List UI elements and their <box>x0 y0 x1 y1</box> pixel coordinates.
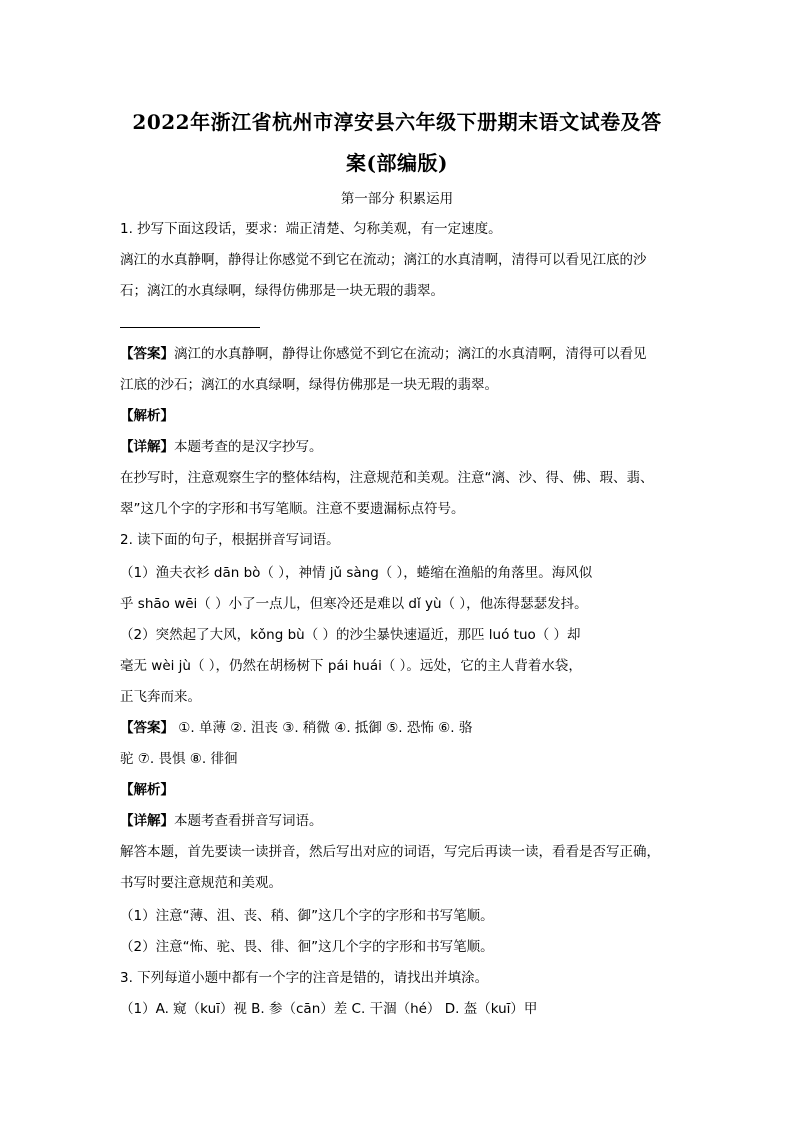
q1-detail-line <box>120 435 323 455</box>
q1-text-line-1: 漓江的水真静啊，静得让你感觉不到它在流动；漓江的水真清啊，清得可以看见江底的沙 <box>120 252 647 268</box>
q1-answer-line-1 <box>120 342 647 362</box>
q2-detail-text: 本题考查看拼音写词语。 <box>174 813 323 829</box>
document-title-line-1: 2022年浙江省杭州市淳安县六年级下册期末语文试卷及答 <box>132 110 662 134</box>
q2-para1-line-2: 乎 shāo wēi（ ）小了一点儿，但寒冷还是难以 dǐ yù（ ），他冻得瑟瑟发抖。 <box>120 596 588 612</box>
section-heading: 第一部分 积累运用 <box>340 191 454 207</box>
q1-answer-text-1: 漓江的水真静啊，静得让你感觉不到它在流动；漓江的水真清啊，清得可以看见 <box>174 346 647 362</box>
q2-answer-text-1: ①. 单薄 ②. 沮丧 ③. 稍微 ④. 抵御 ⑤. 恐怖 ⑥. 骆 <box>174 720 473 736</box>
q2-prompt: 2. 读下面的句子，根据拼音写词语。 <box>120 532 340 548</box>
q3-prompt: 3. 下列每道小题中都有一个字的注音是错的，请找出并填涂。 <box>120 970 489 986</box>
q1-analysis-tag: 【解析】 <box>120 408 174 424</box>
q1-answer-line-2: 江底的沙石；漓江的水真绿啊，绿得仿佛那是一块无瑕的翡翠。 <box>120 377 498 393</box>
q2-note-line-4: （2）注意“怖、驼、畏、徘、徊”这几个字的字形和书写笔顺。 <box>120 939 494 955</box>
q1-prompt: 1. 抄写下面这段话，要求：端正清楚、匀称美观，有一定速度。 <box>120 221 502 237</box>
q2-note-line-1: 解答本题，首先要读一读拼音，然后写出对应的词语，写完后再读一读，看看是否写正确， <box>120 844 660 860</box>
q2-note-line-3: （1）注意“薄、沮、丧、稍、御”这几个字的字形和书写笔顺。 <box>120 908 494 924</box>
q2-para2-line-1: （2）突然起了大风，kǒng bù（ ）的沙尘暴快速逼近，那匹 luó tuo（ ）却 <box>120 627 581 643</box>
document-title-line-2: 案(部编版) <box>346 151 448 175</box>
q2-answer-tag: 【答案】 <box>120 720 174 736</box>
q1-text-line-2: 石；漓江的水真绿啊，绿得仿佛那是一块无瑕的翡翠。 <box>120 283 444 299</box>
q2-detail-tag: 【详解】 <box>120 813 174 829</box>
q1-detail-tag: 【详解】 <box>120 439 174 455</box>
q1-note-line-2: 翠”这几个字的字形和书写笔顺。注意不要遗漏标点符号。 <box>120 501 465 517</box>
q2-detail-line <box>120 809 323 829</box>
q1-note-line-1: 在抄写时，注意观察生字的整体结构，注意规范和美观。注意“漓、沙、得、佛、瑕、翡、 <box>120 470 654 486</box>
q2-answer-line-2: 驼 ⑦. 畏惧 ⑧. 徘徊 <box>120 751 238 767</box>
writing-line <box>120 327 260 328</box>
q2-answer-line-1 <box>120 716 472 736</box>
q2-note-line-2: 书写时要注意规范和美观。 <box>120 875 282 891</box>
q3-options-line: （1）A. 窥（kuī）视 B. 参（cān）差 C. 干涸（hé） D. 盔（kuī）甲 <box>120 1001 538 1017</box>
q2-para2-line-2: 毫无 wèi jù（ ），仍然在胡杨树下 pái huái（ ）。远处，它的主人背着水袋， <box>120 658 582 674</box>
q2-para2-line-3: 正飞奔而来。 <box>120 689 201 705</box>
q1-detail-text: 本题考查的是汉字抄写。 <box>174 439 323 455</box>
q1-answer-tag: 【答案】 <box>120 346 174 362</box>
q2-para1-line-1: （1）渔夫衣衫 dān bò（ ），神情 jǔ sàng（ ），蜷缩在渔船的角落里。海风似 <box>120 565 593 581</box>
q2-analysis-tag: 【解析】 <box>120 782 174 798</box>
